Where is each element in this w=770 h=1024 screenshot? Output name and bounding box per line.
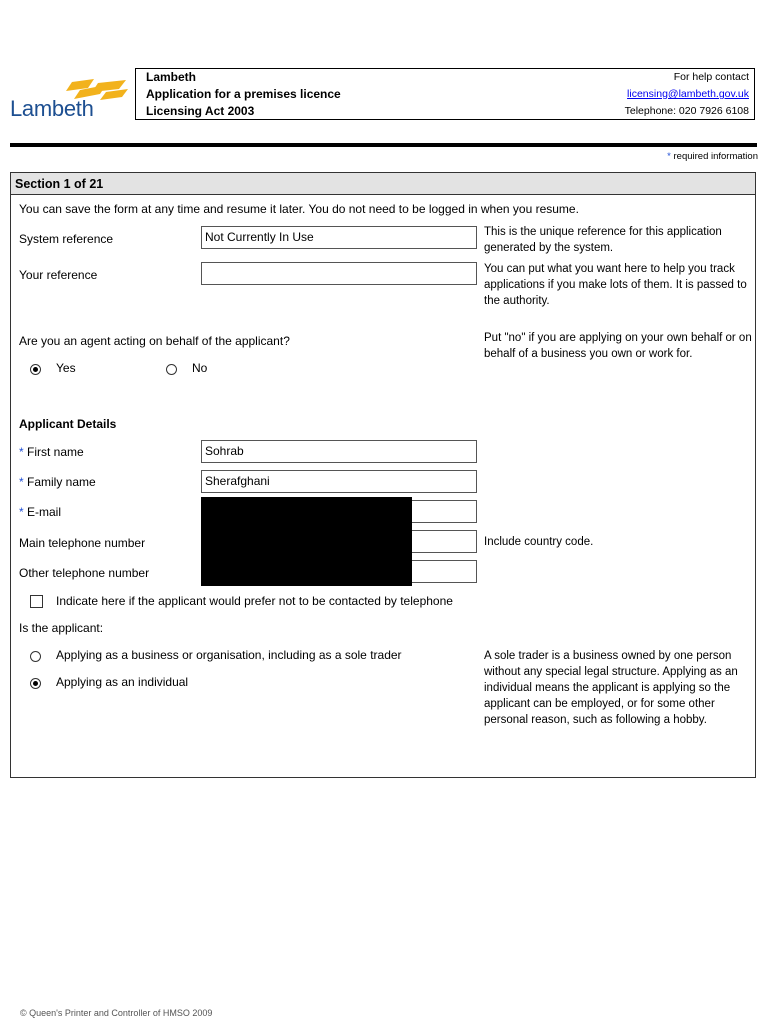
header-divider	[10, 143, 757, 147]
section-title: Section 1 of 21	[11, 173, 755, 195]
form-title: Application for a premises licence	[146, 87, 341, 101]
required-star: *	[667, 151, 671, 162]
no-phone-contact-checkbox[interactable]	[30, 595, 43, 608]
section-panel	[10, 172, 756, 778]
copyright-footer: © Queen's Printer and Controller of HMSO 2009	[20, 1008, 213, 1018]
family-name-label-text: Family name	[23, 475, 96, 489]
individual-radio[interactable]	[30, 678, 41, 689]
required-star: *	[19, 445, 24, 459]
main-phone-label: Main telephone number	[19, 536, 146, 550]
your-reference-label: Your reference	[19, 268, 98, 282]
first-name-label-text: First name	[23, 445, 84, 459]
business-option-label: Applying as a business or organisation, including as a sole trader	[56, 648, 402, 662]
agent-no-radio[interactable]	[166, 364, 177, 375]
no-phone-contact-label: Indicate here if the applicant would prefer not to be contacted by telephone	[56, 594, 453, 608]
required-note-text: required information	[670, 151, 758, 162]
email-label	[19, 505, 61, 519]
form-header	[135, 68, 755, 120]
family-name-label	[19, 475, 96, 489]
system-reference-field: Not Currently In Use	[201, 226, 477, 249]
main-phone-help: Include country code.	[484, 536, 594, 548]
applicant-type-label: Is the applicant:	[19, 621, 104, 635]
your-reference-input[interactable]	[201, 262, 477, 285]
other-phone-label: Other telephone number	[19, 566, 150, 580]
system-reference-label: System reference	[19, 232, 114, 246]
your-reference-help: You can put what you want here to help you track applications if you make lots of them. It is passed to the authority.	[484, 263, 747, 307]
family-name-input[interactable]: Sherafghani	[201, 470, 477, 493]
applicant-details-heading: Applicant Details	[19, 417, 117, 431]
org-name: Lambeth	[146, 70, 197, 84]
business-radio[interactable]	[30, 651, 41, 662]
required-information-note	[667, 151, 758, 162]
help-label: For help contact	[673, 71, 749, 83]
first-name-label	[19, 445, 84, 459]
required-star: *	[19, 475, 24, 489]
logo-wordmark: Lambeth	[10, 96, 94, 121]
individual-option-label: Applying as an individual	[56, 675, 189, 689]
agent-question-label: Are you an agent acting on behalf of the applicant?	[19, 334, 290, 348]
system-reference-help: This is the unique reference for this application generated by the system.	[484, 226, 722, 254]
redaction-block	[201, 497, 412, 586]
help-email-link[interactable]: licensing@lambeth.gov.uk	[627, 88, 749, 100]
help-phone: Telephone: 020 7926 6108	[624, 105, 749, 117]
first-name-input[interactable]: Sohrab	[201, 440, 477, 463]
agent-yes-radio[interactable]	[30, 364, 41, 375]
agent-question-help: Put "no" if you are applying on your own behalf or on behalf of a business you own or work for.	[484, 332, 752, 360]
agent-no-label: No	[192, 361, 208, 375]
email-label-text: E-mail	[23, 505, 62, 519]
act-name: Licensing Act 2003	[146, 104, 255, 118]
applicant-type-help: A sole trader is a business owned by one person without any special legal structure. Applying as an individual means the applicant is applying so the applicant can be employed, or for some other personal reason, such as following a hobby.	[484, 650, 738, 726]
section-intro: You can save the form at any time and resume it later. You do not need to be logged in when you resume.	[19, 202, 579, 216]
required-star: *	[19, 505, 24, 519]
agent-yes-label: Yes	[56, 361, 76, 375]
